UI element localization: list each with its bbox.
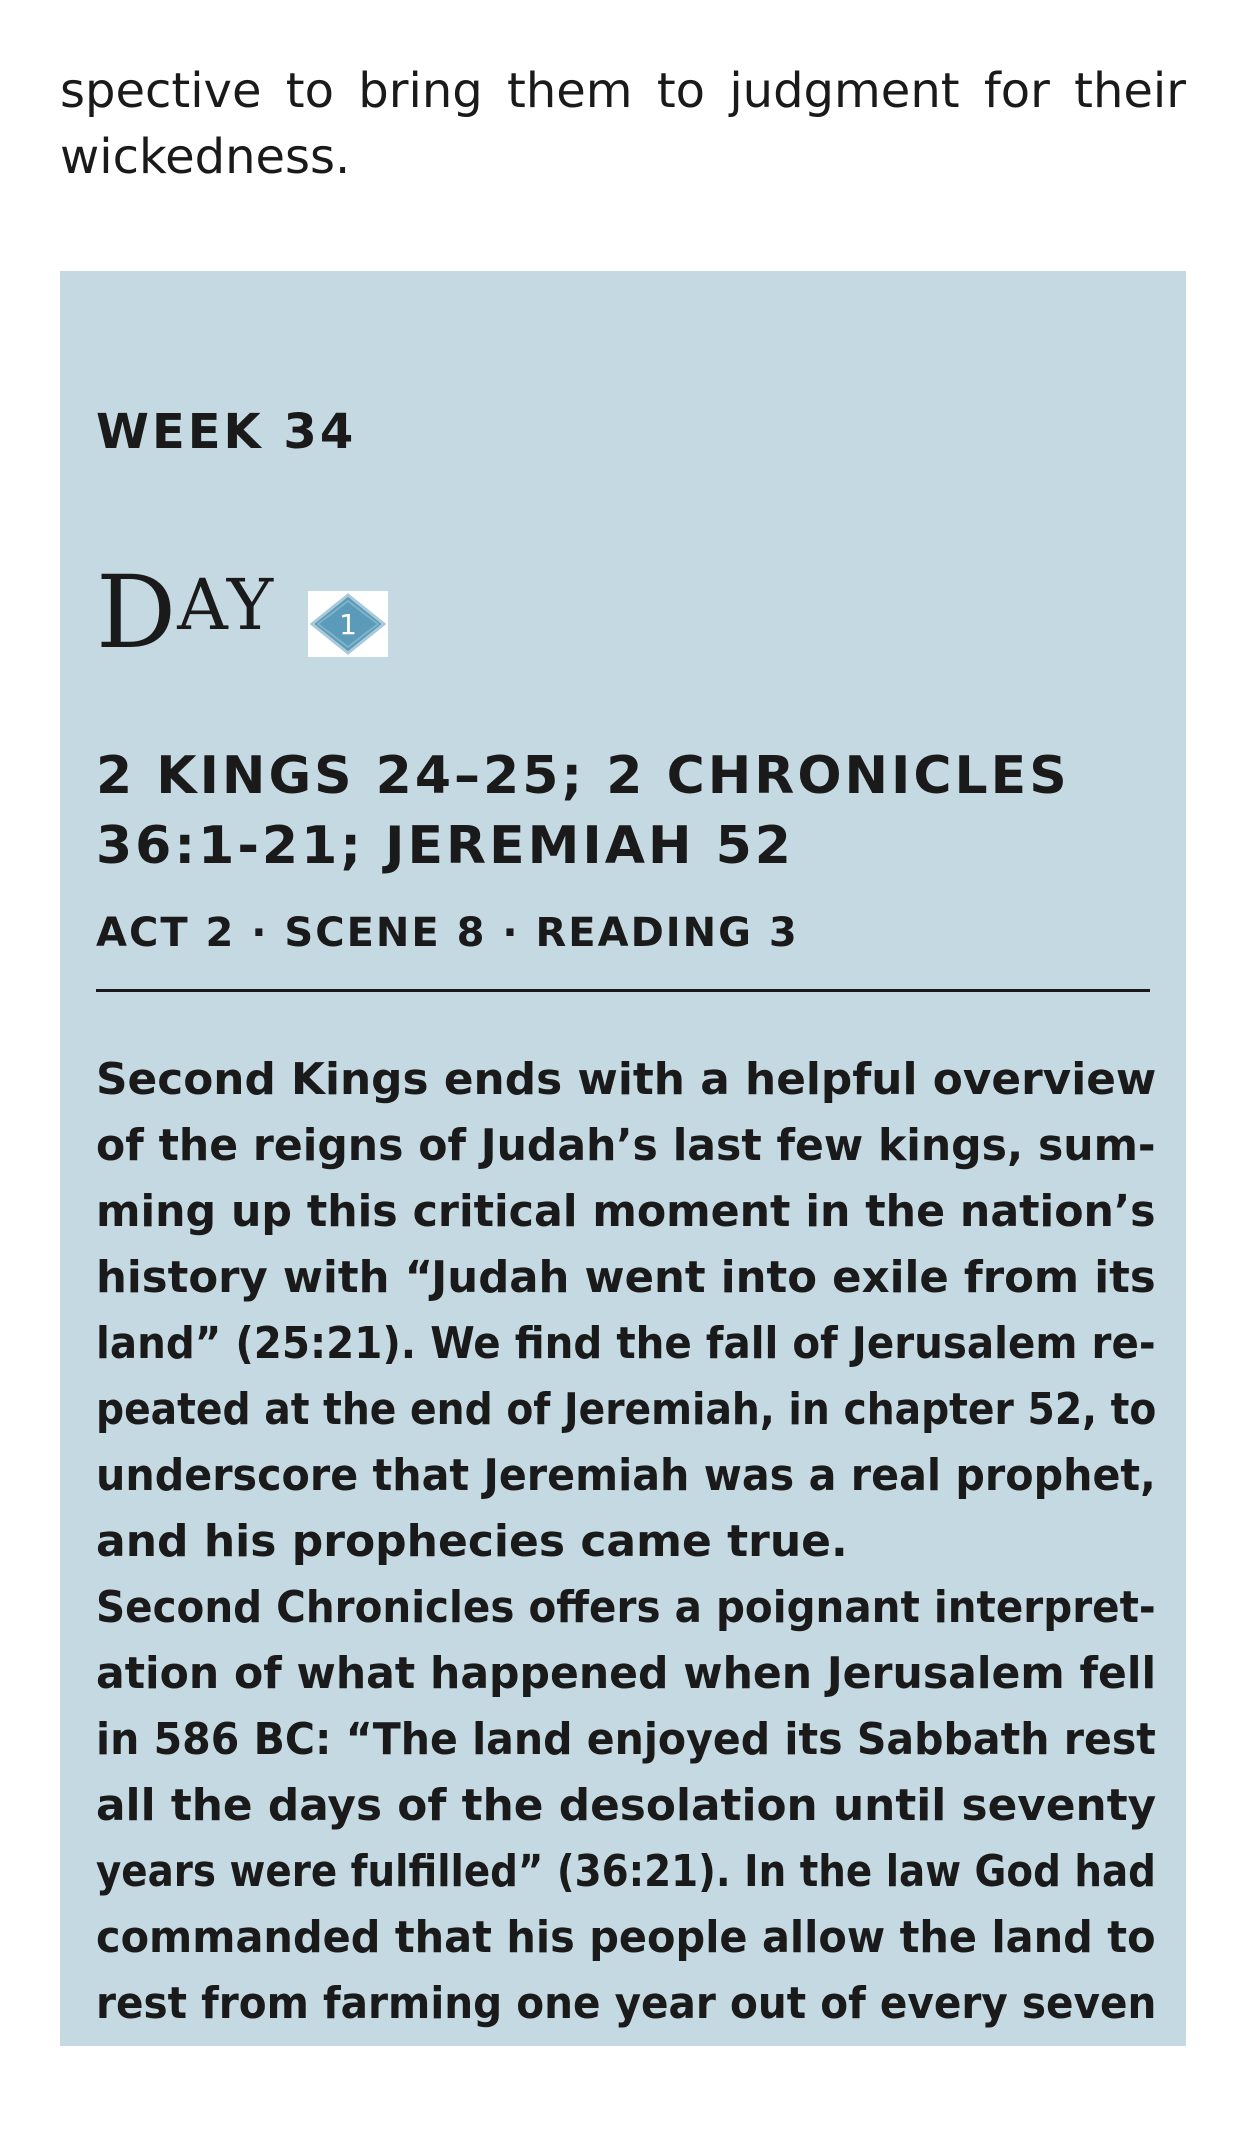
intro-line: spective to bring them to judgment for their xyxy=(60,63,1186,119)
intro-paragraph xyxy=(60,58,1186,190)
day-heading-rest: AY xyxy=(177,564,276,646)
diamond-number-badge-icon xyxy=(308,591,388,657)
body-line: ming up this critical moment in the nation’s xyxy=(96,1186,1156,1237)
body-line: years were fulfilled” (36:21). In the law God had xyxy=(96,1846,1156,1897)
body-line: and his prophecies came true. xyxy=(96,1516,848,1567)
scripture-reading-line: 36:1-21; JEREMIAH 52 xyxy=(96,816,794,876)
body-line: all the days of the desolation until seventy xyxy=(96,1780,1157,1831)
body-line: in 586 BC: “The land enjoyed its Sabbath rest xyxy=(96,1714,1156,1765)
reading-sidebar-box xyxy=(60,271,1186,2046)
body-line: ation of what happened when Jerusalem fell xyxy=(96,1648,1157,1699)
scripture-reading-line: 2 KINGS 24–25; 2 CHRONICLES xyxy=(96,746,1070,806)
body-line: history with “Judah went into exile from its xyxy=(96,1252,1156,1303)
body-line: peated at the end of Jeremiah, in chapter 52, to xyxy=(96,1384,1157,1435)
intro-line: wickedness. xyxy=(60,129,351,185)
day-heading xyxy=(96,554,276,671)
week-label: WEEK 34 xyxy=(96,404,357,460)
day-number: 1 xyxy=(339,608,357,641)
body-line: Second Kings ends with a helpful overview xyxy=(96,1054,1157,1105)
day-heading-initial: D xyxy=(96,554,178,671)
body-line: rest from farming one year out of every seven xyxy=(96,1978,1157,2029)
scripture-reading-title xyxy=(96,741,1136,881)
body-line: underscore that Jeremiah was a real prophet, xyxy=(96,1450,1156,1501)
body-line: commanded that his people allow the land to xyxy=(96,1912,1156,1963)
body-line: land” (25:21). We find the fall of Jerusalem re- xyxy=(96,1318,1156,1369)
sidebar-body-text xyxy=(96,1047,1156,2037)
act-scene-reading-label: ACT 2 · SCENE 8 · READING 3 xyxy=(96,910,799,956)
body-line: of the reigns of Judah’s last few kings, sum- xyxy=(96,1120,1156,1171)
divider-rule xyxy=(96,989,1150,992)
body-line: Second Chronicles offers a poignant interpret- xyxy=(96,1582,1156,1633)
